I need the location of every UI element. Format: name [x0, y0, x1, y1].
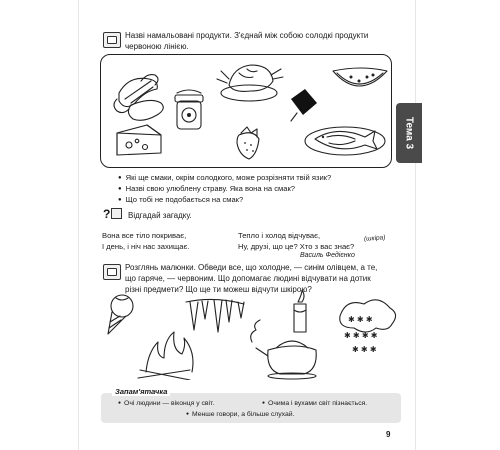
task3-text: Розглянь малюнки. Обведи все, що холодне, — синім олівцем, а те, що гаряче, — червоним. Що допомагає людині відчувати на дотик різні предмети? Що ще ти можеш відчути шкірою?	[125, 263, 378, 294]
chicken-icon	[217, 65, 283, 101]
riddle-answer: (шкіра)	[363, 234, 386, 243]
question-mark-icon: ?	[103, 207, 123, 221]
food-illustrations	[101, 55, 391, 167]
strawberry-icon	[237, 127, 259, 159]
riddle-right-line-2: Ну, друзі, що це? Хто з вас знає?	[238, 242, 355, 251]
task1-text: Назві намальовані продукти. З'єднай між собою солодкі продукти червоною лінією.	[125, 31, 369, 51]
snowflakes-icon	[340, 300, 396, 354]
temperature-illustrations	[100, 290, 400, 380]
riddle-author: Василь Федієнко	[300, 252, 355, 259]
jam-jar-icon	[175, 90, 203, 129]
remember-item: ● Очима і вухами світ пізнається.	[262, 399, 367, 408]
svg-text:✱ ✱ ✱: ✱ ✱ ✱	[348, 315, 373, 324]
ice-cream-bar-icon	[291, 89, 317, 121]
remember-item: ● Менше говори, а більше слухай.	[186, 410, 294, 419]
question-item: ● Назві свою улюблену страву. Яка вона на смак?	[118, 184, 398, 194]
icicles-icon	[186, 299, 244, 332]
candle-icon	[294, 290, 306, 332]
svg-text:✱ ✱ ✱ ✱: ✱ ✱ ✱ ✱	[344, 331, 378, 340]
topic-tab	[396, 103, 422, 163]
task-icon	[103, 264, 121, 280]
riddle-left-line-2: І день, і ніч нас захищає.	[102, 242, 190, 251]
svg-text:✱ ✱ ✱: ✱ ✱ ✱	[352, 345, 377, 354]
food-pictures-box	[100, 54, 392, 168]
fish-plate-icon	[305, 127, 385, 155]
sausage-bread-icon	[114, 75, 163, 121]
riddle-task-text: Відгадай загадку.	[128, 211, 192, 220]
task-icon	[103, 32, 121, 48]
page-number: 9	[386, 430, 391, 439]
question-item: ● Які ще смаки, окрім солодкого, може розрізняти твій язик?	[118, 173, 398, 183]
remember-title: Запам'ятачка	[112, 387, 170, 396]
riddle-left-line-1: Вона все тіло покриває,	[102, 231, 187, 240]
riddle-right-line-1: Тепло і холод відчуває,	[238, 231, 321, 240]
campfire-icon	[138, 332, 193, 380]
remember-item: ● Очі людини — віконця у світ.	[118, 399, 214, 408]
cheese-icon	[117, 125, 161, 155]
watermelon-icon	[333, 68, 387, 86]
question-item: ● Що тобі не подобається на смак?	[118, 195, 398, 205]
topic-tab-label: Тема 3	[403, 116, 415, 150]
ice-cream-cone-icon	[108, 295, 133, 334]
